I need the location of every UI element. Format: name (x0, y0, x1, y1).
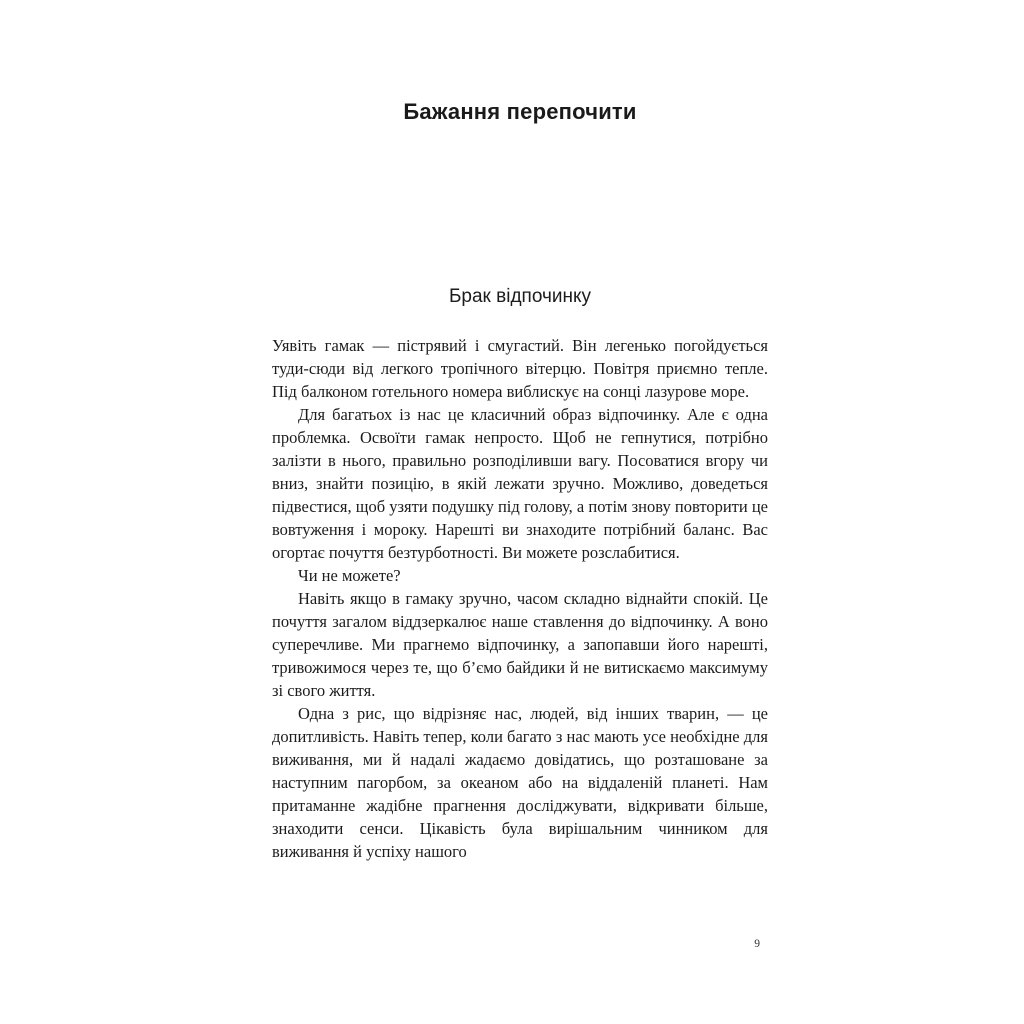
paragraph: Чи не можете? (298, 566, 401, 585)
paragraph: Уявіть гамак — пістрявий і смугастий. Він легенько погойдується туди-сюди від легкого тропічного вітерцю. Повітря приємно тепле. Під балконом готельного номера виблискує на сонці лазурове море. (272, 336, 768, 401)
chapter-title: Бажання перепочити (403, 98, 637, 124)
section-heading: Брак відпочинку (448, 285, 592, 307)
paragraph: Одна з рис, що відрізняє нас, людей, від інших тварин, — це допитливість. Навіть тепер, коли багато з нас мають усе необхідне для виживання, ми й надалі жадаємо довідатись, що розташоване за наступним пагорбом, за океаном або на віддаленій планеті. Нам притаманне жадібне прагнення досліджувати, відкривати більше, знаходити сенси. Цікавість була вирішальним чинником для виживання й успіху нашого (272, 704, 768, 861)
page-number: 9 (754, 938, 760, 950)
body-text (272, 334, 768, 863)
paragraph: Навіть якщо в гамаку зручно, часом складно віднайти спокій. Це почуття загалом віддзеркалює наше ставлення до відпочинку. А воно суперечливе. Ми прагнемо відпочинку, а запопавши його нарешті, тривожимося через те, що б’ємо байдики й не витискаємо максимуму зі свого життя. (272, 589, 768, 700)
paragraph: Для багатьох із нас це класичний образ відпочинку. Але є одна проблемка. Освоїти гамак непросто. Щоб не гепнутися, потрібно залізти в нього, правильно розподіливши вагу. Посоватися вгору чи вниз, знайти позицію, в якій лежати зручно. Можливо, доведеться підвестися, щоб узяти подушку під голову, а потім знову повторити це вовтуження і мороку. Нарешті ви знаходите потрібний баланс. Вас огортає почуття безтурботності. Ви можете розслабитися. (272, 405, 768, 562)
